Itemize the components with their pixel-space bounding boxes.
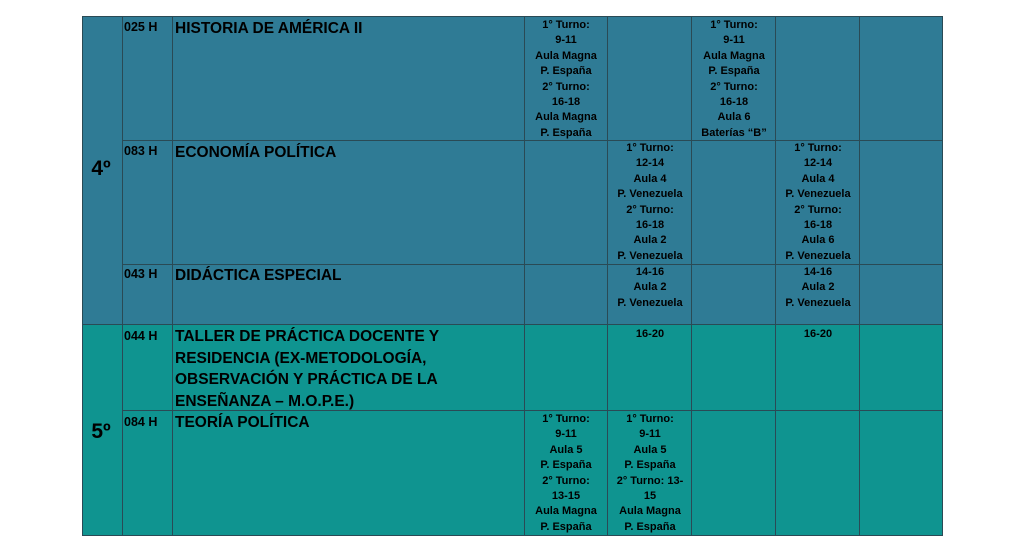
schedule-table <box>82 16 943 536</box>
slot-line: Aula 2 <box>801 281 835 294</box>
slot-line: Aula Magna <box>619 505 681 518</box>
schedule-slot <box>609 141 691 264</box>
slot-line: 16-18 <box>635 219 665 232</box>
subject-code: 043 H <box>124 267 158 281</box>
slot-line: 9-11 <box>639 428 661 441</box>
slot-line: P. Venezuela <box>785 188 851 201</box>
slot-line: Baterías “B” <box>701 126 767 139</box>
slot-line: 1° Turno: <box>794 142 842 154</box>
slot-line: 2° Turno: <box>626 203 674 216</box>
slot-line: Aula 2 <box>633 281 667 294</box>
slot-line: 2° Turno: <box>794 203 842 216</box>
slot-line: 1° Turno: <box>542 413 590 425</box>
slot-line: P. Venezuela <box>617 188 683 201</box>
slot-line: 2° Turno: <box>542 474 590 487</box>
slot-line: Aula 4 <box>801 172 835 185</box>
slot-line: 16-18 <box>551 96 581 109</box>
slot-line: P. España <box>540 459 592 472</box>
slot-line: Aula 5 <box>633 443 667 456</box>
slot-line: Aula 6 <box>801 234 835 247</box>
subject-name: DIDÁCTICA ESPECIAL <box>175 267 342 284</box>
subject-code: 083 H <box>124 144 158 158</box>
slot-line: P. España <box>540 65 592 78</box>
slot-line: 14-16 <box>635 266 665 278</box>
slot-line: 2° Turno: <box>542 80 590 93</box>
slot-line: P. España <box>624 459 676 472</box>
slot-line: 16-18 <box>803 219 833 232</box>
subject-name: TEORÍA POLÍTICA <box>175 414 310 431</box>
schedule-slot <box>777 141 859 264</box>
schedule-slot <box>777 327 859 342</box>
schedule-slot <box>693 18 775 141</box>
slot-line: Aula 2 <box>633 234 667 247</box>
schedule-slot <box>609 265 691 311</box>
subject-code: 084 H <box>124 415 158 429</box>
slot-line: 9-11 <box>555 428 577 441</box>
slot-line: P. Venezuela <box>785 249 851 262</box>
subject-name: HISTORIA DE AMÉRICA II <box>175 20 363 37</box>
slot-line: P. Venezuela <box>785 296 851 309</box>
slot-line: Aula 4 <box>633 172 667 185</box>
schedule-slot <box>609 412 691 535</box>
slot-line: Aula Magna <box>535 111 597 124</box>
slot-line: P. España <box>624 520 676 533</box>
slot-line: P. Venezuela <box>617 296 683 309</box>
subject-code: 044 H <box>124 329 158 343</box>
slot-line: 16-20 <box>803 328 833 340</box>
slot-line: 2° Turno: 13- <box>616 474 684 487</box>
slot-line: 13-15 <box>551 490 581 503</box>
subject-name: TALLER DE PRÁCTICA DOCENTE Y RESIDENCIA (EX-METODOLOGÍA, OBSERVACIÓN Y PRÁCTICA DE LA ENSEÑANZA – M.O.P.E.) <box>175 328 439 410</box>
slot-line: P. Venezuela <box>617 249 683 262</box>
slot-line: Aula 5 <box>549 443 583 456</box>
schedule-slot <box>777 265 859 311</box>
slot-line: 1° Turno: <box>542 19 590 31</box>
slot-line: 12-14 <box>635 157 665 170</box>
slot-line: P. España <box>540 520 592 533</box>
slot-line: 1° Turno: <box>626 142 674 154</box>
slot-line: Aula Magna <box>535 49 597 62</box>
slot-line: 16-20 <box>635 328 665 340</box>
slot-line: 1° Turno: <box>626 413 674 425</box>
schedule-slot <box>525 412 607 535</box>
slot-line: P. España <box>708 65 760 78</box>
schedule-slot <box>609 327 691 342</box>
subject-name: ECONOMÍA POLÍTICA <box>175 144 337 161</box>
slot-line: Aula 6 <box>717 111 751 124</box>
schedule-slot <box>525 18 607 141</box>
slot-line: Aula Magna <box>535 505 597 518</box>
year-label: 4º <box>91 157 111 180</box>
slot-line: Aula Magna <box>703 49 765 62</box>
slot-line: 2° Turno: <box>710 80 758 93</box>
slot-line: 9-11 <box>723 34 745 47</box>
slot-line: P. España <box>540 126 592 139</box>
slot-line: 1° Turno: <box>710 19 758 31</box>
slot-line: 12-14 <box>803 157 833 170</box>
slot-line: 16-18 <box>719 96 749 109</box>
slot-line: 15 <box>643 490 657 503</box>
year-label: 5º <box>91 420 111 443</box>
subject-code: 025 H <box>124 20 158 34</box>
slot-line: 14-16 <box>803 266 833 278</box>
slot-line: 9-11 <box>555 34 577 47</box>
